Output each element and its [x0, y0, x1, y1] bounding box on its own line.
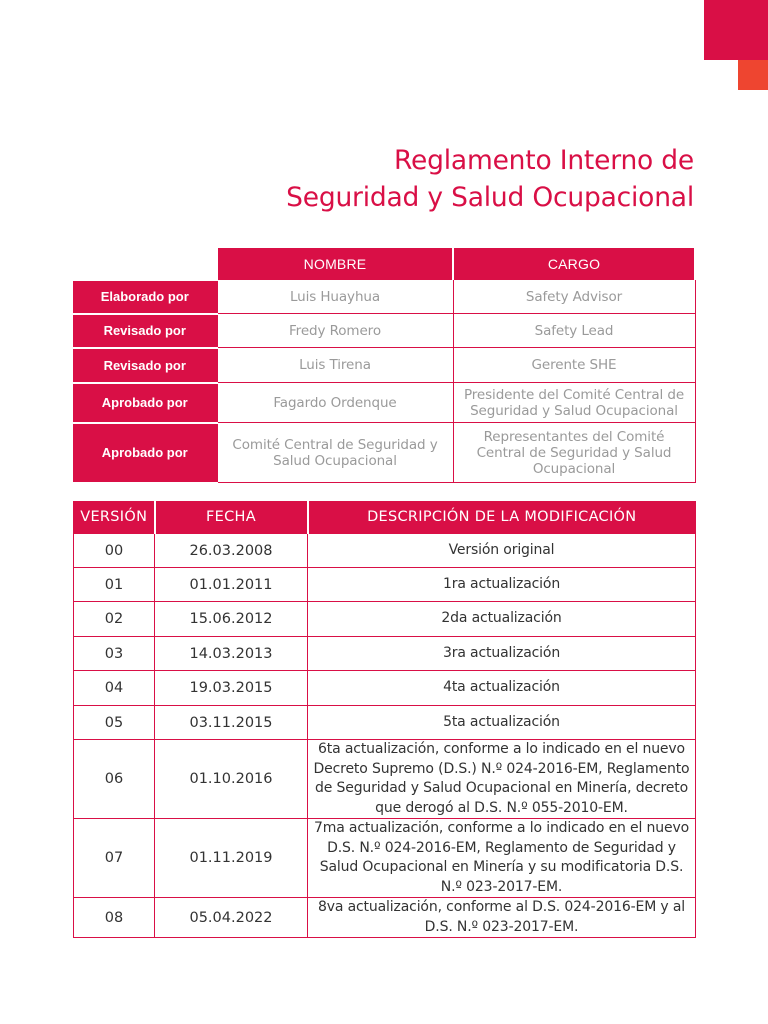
- page-title-line-1: Reglamento Interno de: [394, 145, 694, 176]
- approval-header-nombre: NOMBRE: [217, 248, 453, 280]
- version-date: 03.11.2015: [155, 706, 308, 740]
- approval-row: [73, 348, 695, 383]
- approval-row: [73, 280, 695, 314]
- version-header: VERSIÓN: [74, 501, 155, 534]
- approval-row-cargo: Safety Lead: [453, 314, 695, 348]
- version-number: 07: [74, 819, 155, 898]
- approval-row-nombre: Fredy Romero: [217, 314, 453, 348]
- approval-row-nombre: Comité Central de Seguridad y Salud Ocupacional: [217, 423, 453, 483]
- version-description: 8va actualización, conforme al D.S. 024-2016-EM y al D.S. N.º 023-2017-EM.: [308, 898, 696, 938]
- version-number: 03: [74, 637, 155, 671]
- approval-row-cargo: Presidente del Comité Central de Seguridad y Salud Ocupacional: [453, 383, 695, 423]
- version-number: 00: [74, 534, 155, 568]
- approval-corner-cell: [73, 248, 217, 280]
- corner-decoration-square: [738, 60, 768, 90]
- version-row: [74, 602, 696, 637]
- version-row: [74, 534, 696, 568]
- version-date: 26.03.2008: [155, 534, 308, 568]
- version-number: 01: [74, 568, 155, 602]
- corner-decoration-block: [704, 0, 768, 60]
- version-row: [74, 568, 696, 602]
- version-description: 7ma actualización, conforme a lo indicado en el nuevo D.S. N.º 024-2016-EM, Reglamento de Seguridad y Salud Ocupacional en Minería y su modificatoria D.S. N.º 023-2017-EM.: [308, 819, 696, 898]
- approval-row: [73, 314, 695, 348]
- version-number: 06: [74, 740, 155, 819]
- approval-row: [73, 383, 695, 423]
- page-title-line-2: Seguridad y Salud Ocupacional: [286, 182, 694, 213]
- version-description: 4ta actualización: [308, 671, 696, 706]
- approval-row: [73, 423, 695, 483]
- version-date: 14.03.2013: [155, 637, 308, 671]
- version-date: 19.03.2015: [155, 671, 308, 706]
- version-date: 01.11.2019: [155, 819, 308, 898]
- version-date: 01.01.2011: [155, 568, 308, 602]
- version-row: [74, 740, 696, 819]
- version-description: 2da actualización: [308, 602, 696, 637]
- approval-table: [73, 248, 696, 484]
- version-number: 08: [74, 898, 155, 938]
- version-row: [74, 819, 696, 898]
- date-header: FECHA: [155, 501, 308, 534]
- page-title: [74, 142, 694, 216]
- approval-row-label: Revisado por: [73, 314, 217, 348]
- approval-row-nombre: Luis Tirena: [217, 348, 453, 383]
- version-number: 05: [74, 706, 155, 740]
- approval-row-nombre: Fagardo Ordenque: [217, 383, 453, 423]
- version-date: 01.10.2016: [155, 740, 308, 819]
- approval-row-cargo: Safety Advisor: [453, 280, 695, 314]
- version-description: 6ta actualización, conforme a lo indicado en el nuevo Decreto Supremo (D.S.) N.º 024-2016-EM, Reglamento de Seguridad y Salud Ocupacional en Minería, decreto que derogó al D.S. N.º 055-2010-EM.: [308, 740, 696, 819]
- version-description: 1ra actualización: [308, 568, 696, 602]
- approval-row-cargo: Gerente SHE: [453, 348, 695, 383]
- version-row: [74, 671, 696, 706]
- version-description: 5ta actualización: [308, 706, 696, 740]
- version-row: [74, 898, 696, 938]
- approval-row-label: Revisado por: [73, 348, 217, 383]
- approval-row-label: Aprobado por: [73, 423, 217, 483]
- version-row: [74, 637, 696, 671]
- version-description: 3ra actualización: [308, 637, 696, 671]
- approval-row-label: Aprobado por: [73, 383, 217, 423]
- version-number: 02: [74, 602, 155, 637]
- approval-row-cargo: Representantes del Comité Central de Seguridad y Salud Ocupacional: [453, 423, 695, 483]
- description-header: DESCRIPCIÓN DE LA MODIFICACIÓN: [308, 501, 696, 534]
- version-date: 15.06.2012: [155, 602, 308, 637]
- approval-header-cargo: CARGO: [453, 248, 695, 280]
- version-history-table: [73, 501, 696, 938]
- approval-row-label: Elaborado por: [73, 280, 217, 314]
- approval-row-nombre: Luis Huayhua: [217, 280, 453, 314]
- version-date: 05.04.2022: [155, 898, 308, 938]
- version-row: [74, 706, 696, 740]
- version-description: Versión original: [308, 534, 696, 568]
- version-number: 04: [74, 671, 155, 706]
